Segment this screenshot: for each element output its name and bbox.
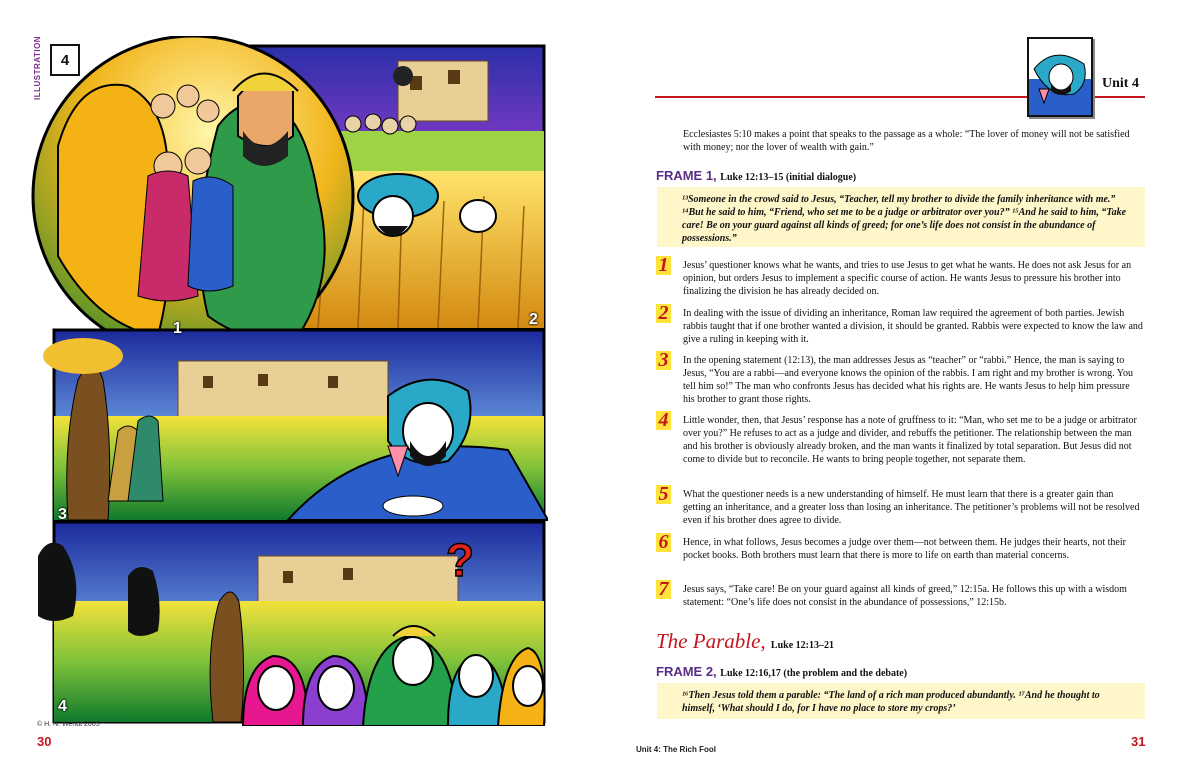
frame-2-scripture: ¹⁶Then Jesus told them a parable: “The land of a rich man produced abundantly. ¹⁷And he thought to himself, ‘What should I do, for I have no place to store my crops?’ xyxy=(657,683,1145,719)
intro-paragraph: Ecclesiastes 5:10 makes a point that speaks to the passage as a whole: “The lover of money will not be satisfied with money; nor the lover of wealth with gain.” xyxy=(683,129,1130,153)
parable-title: The Parable, xyxy=(656,629,766,653)
illustration-number-box: 4 xyxy=(50,44,80,76)
copyright-text: © H. N. Wendt 2005 xyxy=(37,721,100,728)
point-5-text: What the questioner needs is a new understanding of himself. He must learn that there is a greater gain than getting an inheritance, and a greater loss than losing an inheritance. The petitioner’s problems will not be resolved even if his brother does agree to divide. xyxy=(683,489,1140,526)
unit-label: Unit 4 xyxy=(1102,76,1139,91)
point-2-text: In dealing with the issue of dividing an inheritance, Roman law required the agreement of both parties. Jewish rabbis taught that if one brother wanted a division, it should be granted. Rabbis were expected to know the law and give a ruling in keeping with it. xyxy=(683,308,1143,345)
panel-label-4: 4 xyxy=(58,698,67,715)
point-4-text: Little wonder, then, that Jesus’ response has a note of gruffness to it: “Man, who set me to be a judge or arbitrator over you?” He refuses to act as a judge and divider, and rebuffs the petitioner. The relationship between the man and his brother is obviously already broken, and the man wants it finalized by total separation. But Jesus did not come to divide but to reconcile. He wants to bring people together, not separate them. xyxy=(683,415,1137,465)
svg-text:?: ? xyxy=(446,534,475,586)
unit-thumbnail-image xyxy=(1027,37,1093,117)
point-2-number: 2 xyxy=(656,304,671,323)
point-7-number: 7 xyxy=(656,580,671,599)
point-4-number: 4 xyxy=(656,411,671,430)
point-7-text: Jesus says, “Take care! Be on your guard against all kinds of greed,” 12:15a. He follows this up with a wisdom statement: “One’s life does not consist in the abundance of possessions,” 12:15b. xyxy=(683,584,1127,608)
panel-label-3: 3 xyxy=(58,506,67,523)
illustration-artwork xyxy=(28,36,548,726)
illustration-side-label: ILLUSTRATION xyxy=(33,35,42,100)
panel-label-2: 2 xyxy=(529,311,538,328)
page-number-right: 31 xyxy=(1131,734,1146,749)
panel-3 xyxy=(43,330,548,520)
panel-4 xyxy=(38,522,545,726)
frame-1-heading xyxy=(656,168,856,183)
parable-heading xyxy=(656,629,834,654)
frame-1-scripture: ¹³Someone in the crowd said to Jesus, “Teacher, tell my brother to divide the family inheritance with me.” ¹⁴But he said to him, “Friend, who set me to be a judge or arbitrator over you?” ¹⁵And he said to him, “Take care! Be on your guard against all kinds of greed; for one’s life does not consist in the abundance of possessions.” xyxy=(657,187,1145,247)
point-1-text: Jesus’ questioner knows what he wants, and tries to use Jesus to get what he wants. He does not ask Jesus for an opinion, but orders Jesus to implement a specific course of action. He wants Jesus to pressure his brother into finalizing the division he has already decided on. xyxy=(683,260,1132,297)
frame-2-heading xyxy=(656,664,907,679)
footer-unit-title: Unit 4: The Rich Fool xyxy=(636,745,716,754)
frame-2-title: FRAME 2, xyxy=(656,664,717,679)
panel-1 xyxy=(33,36,353,356)
point-5-number: 5 xyxy=(656,485,671,504)
parable-ref: Luke 12:13–21 xyxy=(770,640,834,651)
panel-label-1: 1 xyxy=(173,320,182,337)
point-3-number: 3 xyxy=(656,351,671,370)
frame-2-ref: Luke 12:16,17 (the problem and the debate) xyxy=(720,668,908,679)
frame-1-title: FRAME 1, xyxy=(656,168,717,183)
point-6-text: Hence, in what follows, Jesus becomes a judge over them—not between them. He judges their hearts, not their pocket books. Both brothers must learn that there is more to life on earth than material concerns. xyxy=(683,537,1126,561)
point-6-number: 6 xyxy=(656,533,671,552)
frame-1-ref: Luke 12:13–15 (initial dialogue) xyxy=(720,172,857,183)
page-number-left: 30 xyxy=(37,734,52,749)
point-3-text: In the opening statement (12:13), the man addresses Jesus as “teacher” or “rabbi.” Hence, the man is saying to Jesus, “You are a rabbi—and everyone knows the opinion of the rabbis. I am right and my brother is wrong. You tell him so!” The man who confronts Jesus has decided what his rights are. He wants Jesus to help him pressure his brother to grant those rights. xyxy=(683,355,1134,405)
point-1-number: 1 xyxy=(656,256,671,275)
